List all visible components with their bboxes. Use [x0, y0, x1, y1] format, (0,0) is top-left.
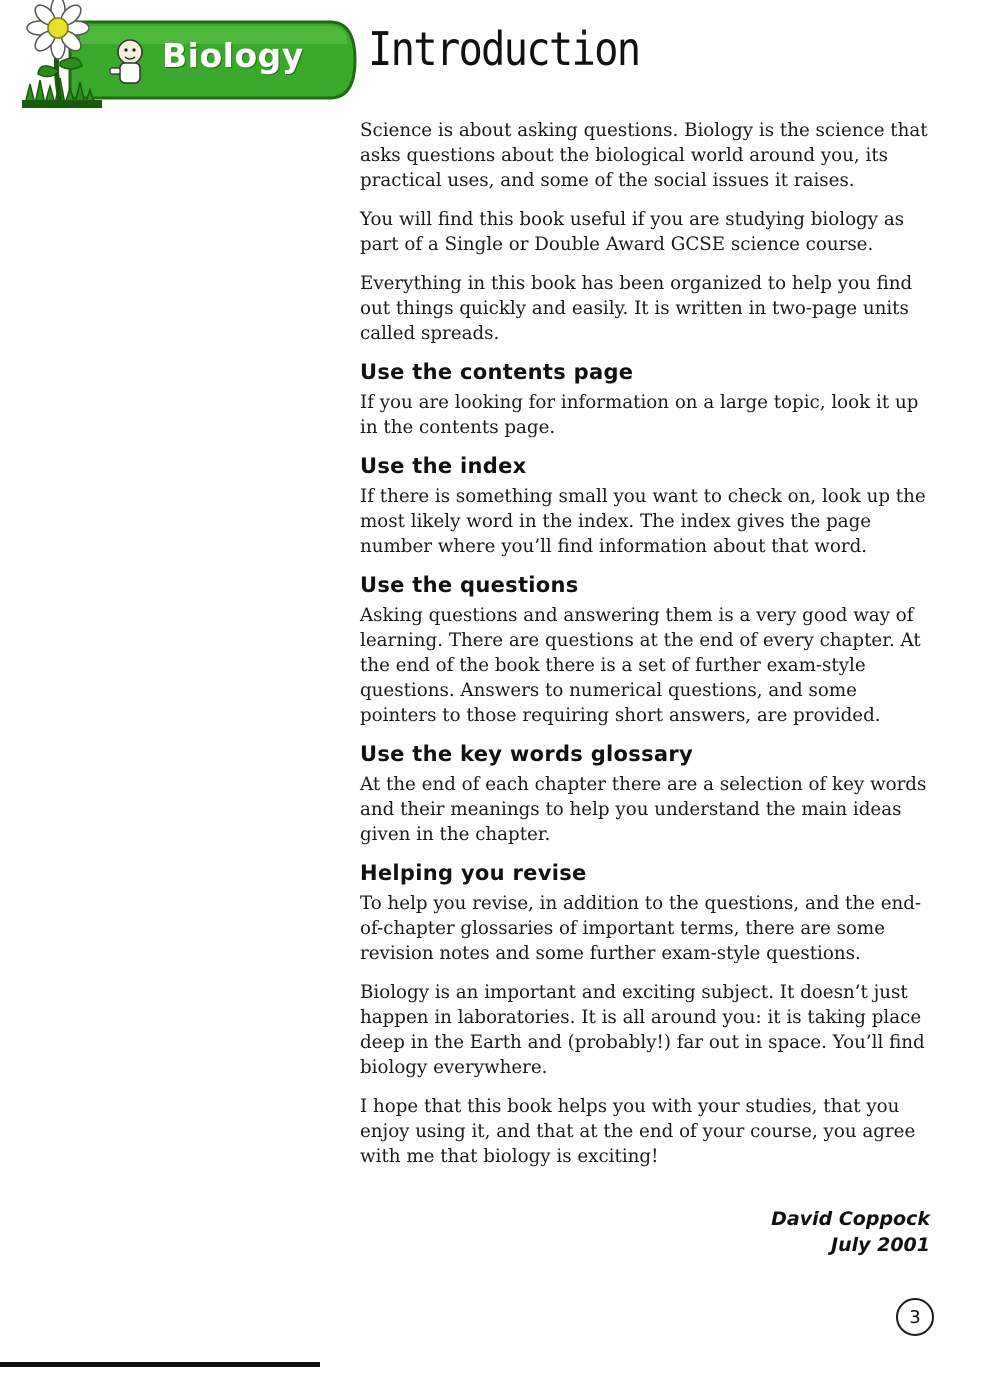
subject-label: Biology	[162, 36, 304, 75]
signature-date: July 2001	[831, 1234, 930, 1256]
section-text-revise: To help you revise, in addition to the questions, and the end-of-chapter glossaries of important terms, there are some revision notes and some further exam-style questions.	[360, 892, 922, 964]
section-heading-questions: Use the questions	[360, 573, 579, 597]
subject-banner	[10, 0, 360, 112]
intro-paragraph: Everything in this book has been organized to help you find out things quickly and easily. It is written in two-page units called spreads.	[360, 272, 913, 344]
section-heading-contents: Use the contents page	[360, 360, 634, 384]
section-text-glossary: At the end of each chapter there are a selection of key words and their meanings to help you understand the main ideas given in the chapter.	[360, 773, 927, 845]
section-text-index: If there is something small you want to check on, look up the most likely word in the index. The index gives the page number where you’ll find information about that word.	[360, 485, 926, 557]
closing-paragraph: I hope that this book helps you with your studies, that you enjoy using it, and that at the end of your course, you agree with me that biology is exciting!	[360, 1095, 916, 1167]
closing-paragraph: Biology is an important and exciting subject. It doesn’t just happen in laboratories. It is all around you: it is taking place deep in the Earth and (probably!) far out in space. You’ll find biology everywhere.	[360, 981, 925, 1078]
intro-paragraph: You will find this book useful if you are studying biology as part of a Single or Double Award GCSE science course.	[360, 208, 905, 255]
page-number: 3	[896, 1298, 934, 1336]
intro-paragraph: Science is about asking questions. Biology is the science that asks questions about the biological world around you, its practical uses, and some of the social issues it raises.	[360, 119, 928, 191]
section-text-contents: If you are looking for information on a large topic, look it up in the contents page.	[360, 391, 919, 438]
bottom-divider	[0, 1362, 320, 1367]
main-content	[360, 118, 935, 1183]
page-title: Introduction	[368, 22, 640, 76]
section-heading-glossary: Use the key words glossary	[360, 742, 693, 766]
author-name: David Coppock	[771, 1208, 930, 1230]
signature-block	[771, 1206, 930, 1258]
section-heading-revise: Helping you revise	[360, 861, 587, 885]
section-heading-index: Use the index	[360, 454, 527, 478]
section-text-questions: Asking questions and answering them is a very good way of learning. There are questions at the end of every chapter. At the end of the book there is a set of further exam-style questions. Answers to numerical questions, and some pointers to those requiring short answers, are provided.	[360, 604, 921, 726]
